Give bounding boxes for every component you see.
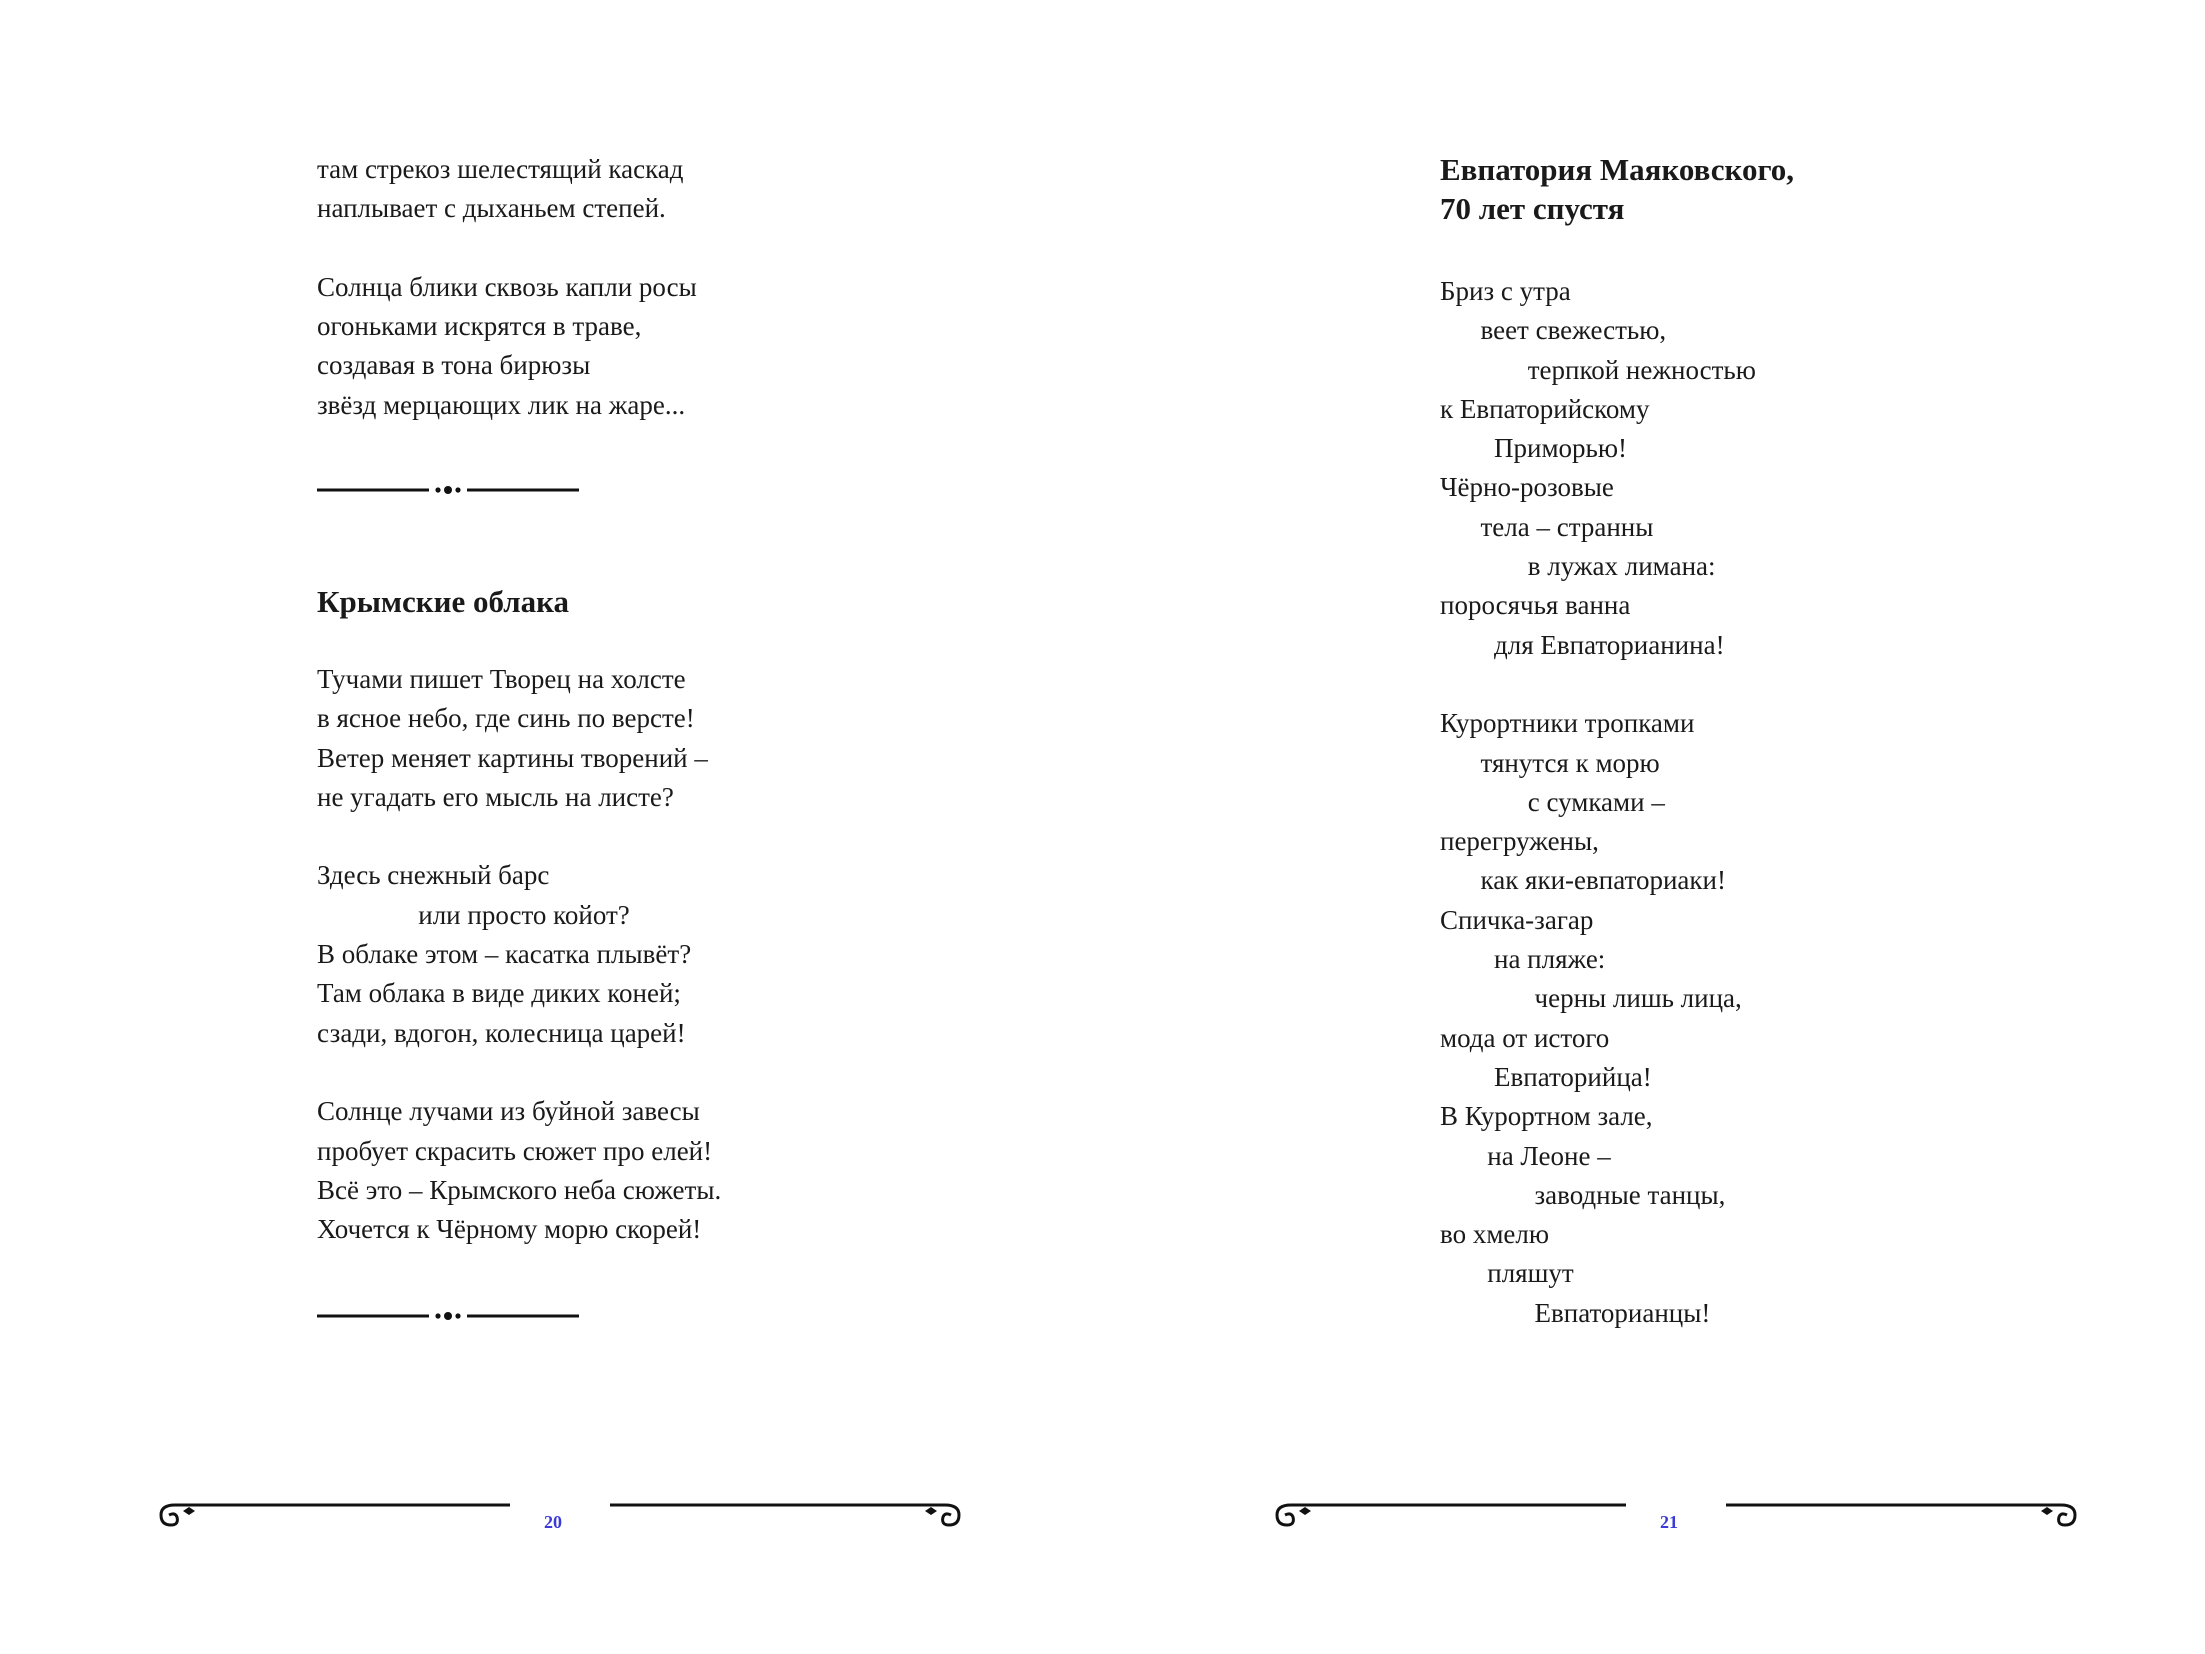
poem-line: перегружены, (1440, 826, 1599, 857)
right-page (1103, 0, 2205, 1654)
poem-title (317, 582, 569, 621)
poem-line: наплывает с дыханьем степей. (317, 193, 666, 224)
footer-ornament-right (605, 1495, 965, 1535)
section-divider-ornament (317, 1306, 587, 1326)
poem-line: в ясное небо, где синь по версте! (317, 703, 695, 734)
poem-continuation (317, 150, 697, 425)
poem-line: заводные танцы, (1440, 1179, 1726, 1210)
poem-line: или просто койот? (317, 899, 630, 930)
poem-title-line-2: 70 лет спустя (1440, 191, 1625, 226)
poem-line: на Леоне – (1440, 1140, 1611, 1171)
poem-evpatoria (1440, 272, 1756, 1333)
poem-line: сзади, вдогон, колесница царей! (317, 1017, 686, 1048)
poem-line: мода от истого (1440, 1022, 1610, 1053)
poem-line: Хочется к Чёрному морю скорей! (317, 1214, 702, 1245)
poem-line: Приморью! (1440, 433, 1628, 464)
poem-line: Всё это – Крымского неба сюжеты. (317, 1174, 722, 1205)
poem-line: Курортники тропками (1440, 708, 1695, 739)
poem-line: Бриз с утра (1440, 276, 1571, 306)
poem-line: не угадать его мысль на листе? (317, 781, 674, 812)
footer-ornament-left (1271, 1495, 1631, 1535)
poem-line: веет свежестью, (1440, 315, 1667, 346)
stanza-gap (1440, 665, 1756, 704)
page-number: 21 (1660, 1512, 1678, 1532)
poem-line: поросячья ванна (1440, 590, 1631, 621)
poem-line: В облаке этом – касатка плывёт? (317, 939, 692, 970)
poem-line: во хмелю (1440, 1219, 1550, 1250)
poem-line: Там облака в виде диких коней; (317, 978, 681, 1009)
footer-ornament-left (155, 1495, 515, 1535)
poem-line: к Евпаторийскому (1440, 393, 1650, 424)
poem-line: создавая в тона бирюзы (317, 350, 591, 381)
poem-line: пробует скрасить сюжет про елей! (317, 1135, 713, 1166)
poem-line: там стрекоз шелестящий каскад (317, 154, 684, 184)
poem-title-crimean-clouds: Крымские облака (317, 584, 570, 619)
poem-line: терпкой нежностью (1440, 354, 1756, 385)
poem-title (1440, 150, 1794, 228)
left-page (0, 0, 1102, 1654)
poem-line: на пляже: (1440, 944, 1606, 975)
poem-line: черны лишь лица, (1440, 983, 1742, 1014)
poem-line: Солнце лучами из буйной завесы (317, 1096, 700, 1127)
poem-line: Евпаторианцы! (1440, 1297, 1711, 1328)
poem-crimean-clouds (317, 660, 721, 1249)
stanza-gap (317, 1053, 721, 1092)
poem-line: Чёрно-розовые (1440, 472, 1614, 503)
stanza-gap (317, 817, 721, 856)
section-divider-ornament (317, 480, 587, 500)
poem-line: как яки-евпаториаки! (1440, 865, 1726, 896)
poem-line: звёзд мерцающих лик на жаре... (317, 389, 686, 420)
poem-line: Солнца блики сквозь капли росы (317, 271, 697, 302)
poem-line: тела – странны (1440, 511, 1654, 542)
poem-title-line-1: Евпатория Маяковского, (1440, 152, 1795, 187)
poem-line: Ветер меняет картины творений – (317, 742, 708, 773)
page-number: 20 (544, 1512, 562, 1532)
poem-line: огоньками искрятся в траве, (317, 311, 642, 342)
poem-line: Евпаторийца! (1440, 1061, 1652, 1092)
poem-line: Здесь снежный барс (317, 860, 550, 891)
poem-line: для Евпаторианина! (1440, 629, 1725, 660)
poem-line: В Курортном зале, (1440, 1101, 1653, 1132)
poem-line: тянутся к морю (1440, 747, 1660, 778)
poem-line: пляшут (1440, 1258, 1574, 1289)
stanza-gap (317, 229, 697, 268)
poem-line: в лужах лимана: (1440, 551, 1716, 582)
footer-ornament-right (1721, 1495, 2081, 1535)
poem-line: Тучами пишет Творец на холсте (317, 664, 686, 694)
poem-line: с сумками – (1440, 786, 1665, 817)
poem-line: Спичка-загар (1440, 904, 1594, 935)
